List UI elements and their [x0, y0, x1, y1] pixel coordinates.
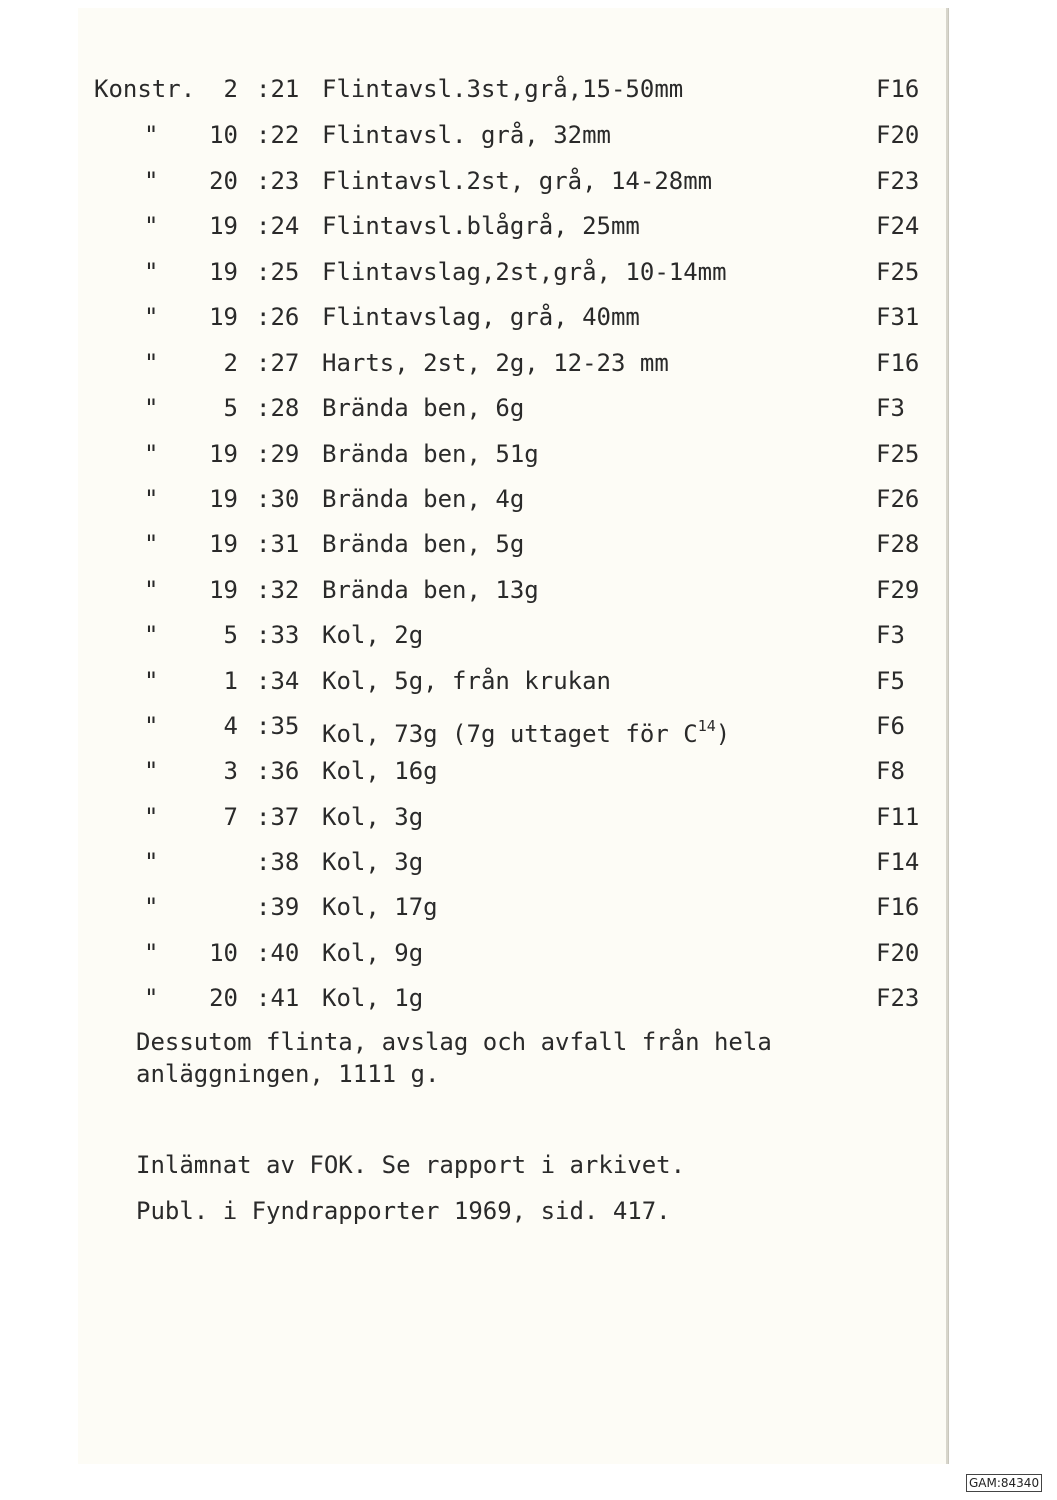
row-feature: F8 — [876, 757, 905, 785]
row-construction-number: 2 — [223, 75, 238, 103]
row-construction-number: 7 — [223, 803, 238, 831]
row-find-number: :23 — [256, 167, 300, 195]
find-row — [78, 300, 946, 334]
row-ditto: " — [144, 530, 159, 558]
row-find-number: :21 — [256, 75, 300, 103]
row-ditto: " — [144, 349, 159, 377]
row-feature: F3 — [876, 621, 905, 649]
row-construction-number: 5 — [223, 394, 238, 422]
row-feature: F5 — [876, 667, 905, 695]
row-find-number: :40 — [256, 939, 300, 967]
find-row — [78, 754, 946, 788]
row-description: Brända ben, 5g — [322, 530, 525, 558]
find-row — [78, 346, 946, 380]
row-ditto: " — [144, 667, 159, 695]
extra-note-line-2: anläggningen, 1111 g. — [136, 1060, 440, 1088]
row-feature: F31 — [876, 303, 920, 331]
row-description: Kol, 17g — [322, 893, 438, 921]
row-ditto: " — [144, 121, 159, 149]
row-construction-number: 19 — [209, 530, 238, 558]
row-feature: F25 — [876, 258, 920, 286]
row-description: Brända ben, 6g — [322, 394, 525, 422]
row-description: Kol, 9g — [322, 939, 424, 967]
find-row — [78, 437, 946, 471]
row-find-number: :22 — [256, 121, 300, 149]
row-ditto: " — [144, 939, 159, 967]
find-row — [78, 618, 946, 652]
row-description: Kol, 2g — [322, 621, 424, 649]
row-construction-number: 20 — [209, 984, 238, 1012]
row-feature: F20 — [876, 121, 920, 149]
row-find-number: :24 — [256, 212, 300, 240]
row-feature: F16 — [876, 75, 920, 103]
row-description: Flintavslag,2st,grå, 10-14mm — [322, 258, 727, 286]
row-description: Kol, 16g — [322, 757, 438, 785]
row-description: Kol, 5g, från krukan — [322, 667, 611, 695]
row-description: Brända ben, 51g — [322, 440, 539, 468]
row-construction-number: 19 — [209, 485, 238, 513]
row-feature: F23 — [876, 984, 920, 1012]
find-row — [78, 482, 946, 516]
row-description: Flintavsl.2st, grå, 14-28mm — [322, 167, 713, 195]
row-description: Harts, 2st, 2g, 12-23 mm — [322, 349, 669, 377]
find-row — [78, 573, 946, 607]
row-description: Flintavsl.blågrå, 25mm — [322, 212, 640, 240]
row-description-c14 — [322, 709, 730, 751]
catalog-card — [78, 8, 948, 1464]
row-feature: F20 — [876, 939, 920, 967]
row-find-number: :34 — [256, 667, 300, 695]
row-find-number: :37 — [256, 803, 300, 831]
row-feature: F26 — [876, 485, 920, 513]
row-construction-number: 10 — [209, 121, 238, 149]
row-ditto: " — [144, 303, 159, 331]
row-description: Kol, 3g — [322, 803, 424, 831]
row-ditto: " — [144, 984, 159, 1012]
find-row — [78, 255, 946, 289]
row-feature: F6 — [876, 712, 905, 740]
row-ditto: " — [144, 621, 159, 649]
row-feature: F23 — [876, 167, 920, 195]
row-ditto: " — [144, 485, 159, 513]
row-construction-number: 10 — [209, 939, 238, 967]
row-find-number: :35 — [256, 712, 300, 740]
row-find-number: :33 — [256, 621, 300, 649]
row-find-number: :32 — [256, 576, 300, 604]
row-construction-number: 19 — [209, 212, 238, 240]
find-row — [78, 164, 946, 198]
row-feature: F29 — [876, 576, 920, 604]
archive-reference: GAM:84340 — [966, 1474, 1042, 1492]
row-find-number: :28 — [256, 394, 300, 422]
row-ditto: " — [144, 167, 159, 195]
row-feature: F24 — [876, 212, 920, 240]
row-construction-number: 5 — [223, 621, 238, 649]
row-construction-number: 2 — [223, 349, 238, 377]
row-construction-number: 19 — [209, 576, 238, 604]
row-find-number: :31 — [256, 530, 300, 558]
find-row — [78, 709, 946, 748]
row-ditto: " — [144, 440, 159, 468]
row-feature: F11 — [876, 803, 920, 831]
row-description: Flintavslag, grå, 40mm — [322, 303, 640, 331]
row-find-number: :27 — [256, 349, 300, 377]
row-description: Flintavsl. grå, 32mm — [322, 121, 611, 149]
row-description: Kol, 3g — [322, 848, 424, 876]
row-description: Flintavsl.3st,grå,15-50mm — [322, 75, 684, 103]
row-construction-number: 19 — [209, 258, 238, 286]
row-construction-number: 19 — [209, 440, 238, 468]
row-description: Kol, 73g (7g uttaget för — [322, 720, 684, 748]
row-feature: F14 — [876, 848, 920, 876]
row-description: Brända ben, 13g — [322, 576, 539, 604]
c14-superscript: 14 — [697, 717, 716, 735]
row-find-number: :25 — [256, 258, 300, 286]
find-row — [78, 890, 946, 924]
row-find-number: :30 — [256, 485, 300, 513]
row-find-number: :41 — [256, 984, 300, 1012]
c14-notation — [683, 709, 716, 751]
row-feature: F25 — [876, 440, 920, 468]
row-ditto: " — [144, 212, 159, 240]
row-ditto: " — [144, 848, 159, 876]
row-ditto: " — [144, 394, 159, 422]
row-description: Brända ben, 4g — [322, 485, 525, 513]
find-row — [78, 664, 946, 698]
find-row — [78, 209, 946, 243]
find-row — [78, 527, 946, 561]
find-row — [78, 800, 946, 834]
row-feature: F3 — [876, 394, 905, 422]
row-construction-number: 19 — [209, 303, 238, 331]
row-ditto: " — [144, 712, 159, 740]
find-row — [78, 981, 946, 1015]
row-construction-number: 4 — [223, 712, 238, 740]
publication-note: Publ. i Fyndrapporter 1969, sid. 417. — [136, 1197, 671, 1225]
find-row — [78, 118, 946, 152]
row-find-number: :26 — [256, 303, 300, 331]
row-feature: F16 — [876, 349, 920, 377]
row-ditto: " — [144, 803, 159, 831]
find-row — [78, 72, 946, 106]
c14-close-paren: ) — [715, 720, 731, 748]
row-find-number: :29 — [256, 440, 300, 468]
row-find-number: :38 — [256, 848, 300, 876]
row-ditto: " — [144, 757, 159, 785]
find-row — [78, 391, 946, 425]
row-label: Konstr. — [94, 75, 196, 103]
row-ditto: " — [144, 258, 159, 286]
find-row — [78, 845, 946, 879]
row-feature: F28 — [876, 530, 920, 558]
row-find-number: :36 — [256, 757, 300, 785]
row-ditto: " — [144, 893, 159, 921]
submitted-note: Inlämnat av FOK. Se rapport i arkivet. — [136, 1151, 686, 1179]
find-row — [78, 936, 946, 970]
extra-note-line-1: Dessutom flinta, avslag och avfall från hela — [136, 1028, 772, 1056]
row-construction-number: 3 — [223, 757, 238, 785]
row-feature: F16 — [876, 893, 920, 921]
c14-base: C — [683, 720, 698, 748]
row-construction-number: 20 — [209, 167, 238, 195]
row-ditto: " — [144, 576, 159, 604]
row-find-number: :39 — [256, 893, 300, 921]
row-description: Kol, 1g — [322, 984, 424, 1012]
row-construction-number: 1 — [223, 667, 238, 695]
